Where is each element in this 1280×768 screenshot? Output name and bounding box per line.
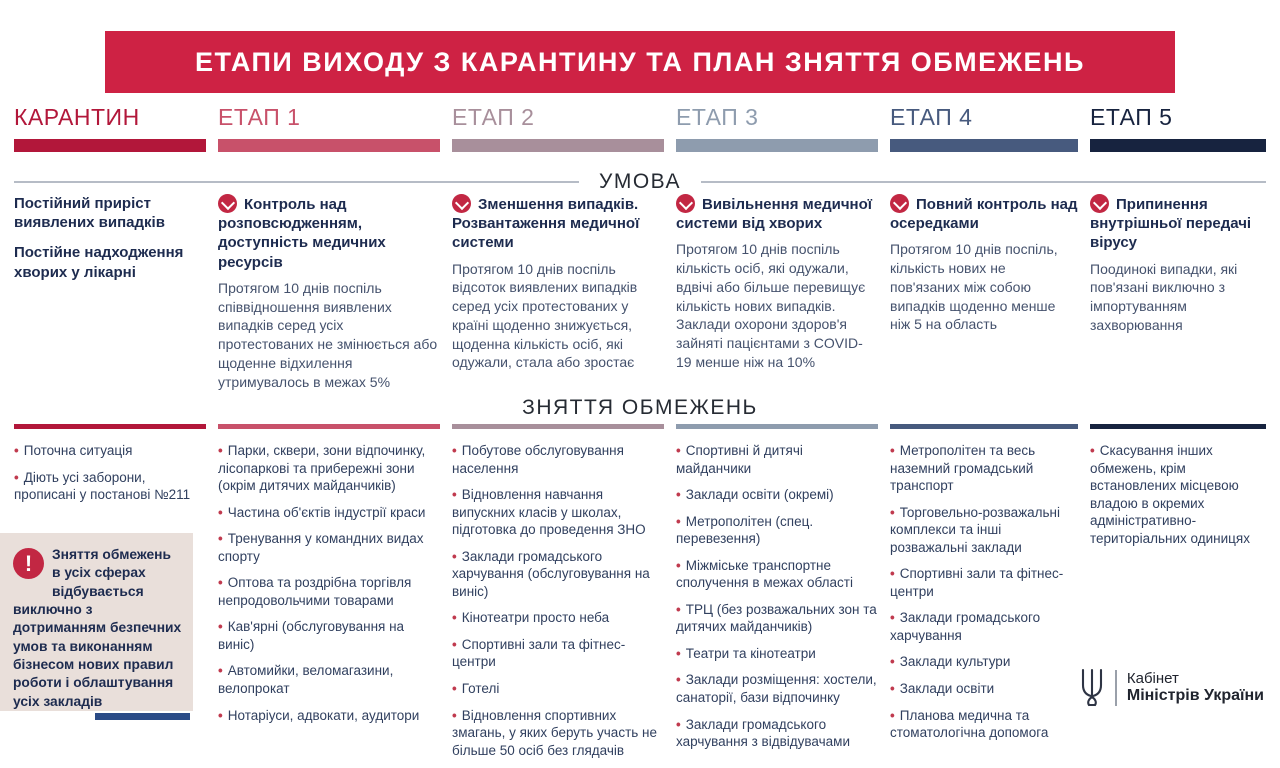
stage-label: ЕТАП 2 (452, 104, 535, 130)
condition-title-text: Вивільнення медичної системи від хворих (676, 196, 872, 233)
condition-title (676, 194, 878, 233)
list-item (890, 504, 1078, 557)
bullet-icon: • (452, 443, 457, 458)
stage-header-row (14, 104, 1266, 152)
list-item-text: Побутове обслуговування населення (452, 443, 624, 476)
bullet-icon: • (218, 443, 223, 458)
condition-body: Поодинокі випадки, які пов'язані виключно з імпортуванням захворювання (1090, 260, 1238, 333)
list-item (676, 645, 878, 663)
condition-title (452, 194, 664, 253)
bullet-icon: • (890, 654, 895, 670)
condition-etap-1 (218, 194, 440, 391)
list-item-text: Спортивні й дитячі майданчики (676, 443, 803, 476)
bullet-icon: • (676, 487, 681, 503)
list-item (452, 442, 664, 477)
condition-title-text: Повний контроль над осередками (890, 196, 1078, 233)
list-item-text: Планова медична та стоматологічна допомога (890, 707, 1049, 741)
bullet-icon: • (676, 645, 681, 661)
stage-rule (676, 424, 878, 429)
bullet-icon: • (218, 531, 223, 547)
list-item (676, 513, 878, 548)
list-item (452, 707, 664, 760)
divider-line (14, 181, 579, 183)
bullet-icon: • (452, 681, 457, 697)
list-item-text: Театри та кінотеатри (685, 645, 816, 661)
condition-body: Протягом 10 днів поспіль кількість осіб, які одужали, вдвічі або більше перевищує кількість нових випадків. Заклади охорони здоров'я зайняті пацієнтами з COVID-19 менше ніж на 10% (676, 241, 866, 370)
list-item (452, 636, 664, 671)
restrictions-list-etap-3 (676, 442, 878, 768)
list-item (890, 442, 1078, 495)
bullet-icon: • (14, 469, 19, 485)
list-item (218, 442, 440, 495)
logo-divider (1115, 670, 1117, 706)
condition-line: Постійний приріст виявлених випадків (14, 195, 165, 232)
list-item (890, 565, 1078, 600)
list-item-text: Відновлення спортивних змагань, у яких беруть участь не більше 50 осіб без глядачів (452, 707, 657, 758)
restrictions-list-etap-5 (1090, 442, 1266, 768)
list-item-text: ТРЦ (без розважальних зон та дитячих майданчиків) (676, 601, 877, 635)
stage-label: КАРАНТИН (14, 104, 140, 130)
list-item-text: Спортивні зали та фітнес-центри (890, 566, 1064, 599)
list-item-text: Міжміське транспортне сполучення в межах області (676, 557, 853, 591)
bullet-icon: • (218, 504, 223, 520)
list-item (676, 442, 878, 477)
list-item-text: Тренування у командних видах спорту (218, 531, 424, 564)
cabinet-of-ministers-logo (1079, 668, 1264, 708)
list-item-text: Заклади освіти (окремі) (685, 487, 834, 503)
list-item-text: Кав'ярні (обслуговування на виніс) (218, 619, 405, 652)
list-item-text: Спортивні зали та фітнес-центри (452, 636, 626, 670)
list-item (676, 671, 878, 706)
trident-icon (1079, 668, 1105, 708)
condition-title-text: Зменшення випадків. Розвантаження медичної системи (452, 196, 640, 252)
title-banner (105, 31, 1175, 93)
list-item-text: Заклади громадського харчування з відвідувачами (676, 716, 850, 750)
list-item-text: Нотаріуси, адвокати, аудитори (227, 707, 420, 723)
stage-label: ЕТАП 3 (676, 104, 759, 130)
list-item (452, 609, 664, 627)
condition-section-header (14, 170, 1266, 194)
stage-header-quarantine (14, 104, 206, 152)
list-item (218, 574, 440, 609)
chevron-down-circle-icon (890, 194, 909, 213)
bullet-icon: • (890, 443, 895, 458)
chevron-down-circle-icon (218, 194, 237, 213)
logo-line-1: Кабінет (1126, 670, 1179, 688)
list-item (218, 530, 440, 565)
list-item (676, 716, 878, 751)
bullet-icon: • (676, 513, 681, 529)
stage-color-bar (218, 139, 440, 152)
stage-header-etap-2 (452, 104, 664, 152)
list-item (676, 557, 878, 592)
page-title: ЕТАПИ ВИХОДУ З КАРАНТИНУ ТА ПЛАН ЗНЯТТЯ ОБМЕЖЕНЬ (195, 46, 1085, 77)
bullet-icon: • (890, 681, 895, 697)
stage-color-bar (676, 139, 878, 152)
bullet-icon: • (1090, 443, 1095, 458)
list-item (14, 469, 206, 504)
list-item-text: Готелі (461, 681, 500, 697)
bullet-icon: • (452, 707, 457, 723)
list-item-text: Оптова та роздрібна торгівля непродовольчими товарами (218, 575, 412, 608)
stage-label: ЕТАП 4 (890, 104, 973, 130)
bullet-icon: • (676, 672, 681, 688)
bullet-icon: • (218, 619, 223, 635)
condition-title-text: Припинення внутрішньої передачі вірусу (1090, 196, 1252, 252)
stage-color-bar (1090, 139, 1266, 152)
list-item (14, 442, 206, 460)
list-item-text: Заклади розміщення: хостели, санаторії, бази відпочинку (676, 672, 877, 706)
bullet-icon: • (676, 601, 681, 617)
restrictions-row (14, 442, 1266, 768)
bullet-icon: • (676, 443, 681, 458)
condition-title (890, 194, 1078, 233)
condition-etap-3 (676, 194, 878, 391)
bullet-icon: • (890, 566, 895, 582)
rules-row (14, 424, 1266, 429)
list-item-text: Скасування інших обмежень, крім встановлених місцевою владою в окремих адміністративно-територіальних одиницях (1090, 443, 1250, 546)
list-item-text: Заклади культури (899, 654, 1011, 670)
list-item (890, 680, 1078, 698)
bullet-icon: • (452, 487, 457, 503)
condition-body: Протягом 10 днів поспіль відсоток виявлених випадків серед усіх протестованих у країні щоденно знижується, щоденна кількість осіб, які одужали, стала або зростає (452, 260, 638, 371)
list-item (452, 548, 664, 601)
list-item (890, 707, 1078, 742)
stage-header-etap-3 (676, 104, 878, 152)
logo-line-2: Міністрів України (1126, 687, 1264, 705)
list-item (676, 601, 878, 636)
condition-line: Постійне надходження хворих у лікарні (14, 244, 184, 281)
list-item-text: Торговельно-розважальні комплекси та інші розважальні заклади (890, 504, 1061, 555)
warning-box (0, 533, 193, 711)
list-item-text: Відновлення навчання випускних класів у школах, підготовка до проведення ЗНО (452, 487, 646, 538)
list-item-text: Заклади освіти (899, 681, 995, 697)
stage-rule (452, 424, 664, 429)
condition-title-text: Контроль над розповсюдженням, доступність медичних ресурсів (218, 196, 386, 271)
list-item-text: Поточна ситуація (23, 443, 133, 458)
list-item (452, 486, 664, 539)
bullet-icon: • (676, 557, 681, 573)
stage-rule (14, 424, 206, 429)
bullet-icon: • (890, 504, 895, 520)
condition-section-title: УМОВА (599, 170, 681, 193)
restrictions-list-etap-2 (452, 442, 664, 768)
condition-quarantine (14, 194, 206, 391)
list-item (218, 618, 440, 653)
bottom-progress-strip (95, 713, 190, 720)
bullet-icon: • (14, 443, 19, 458)
list-item-text: Діють усі заборони, прописані у постанові №211 (14, 469, 191, 503)
list-item (218, 707, 440, 725)
bullet-icon: • (218, 575, 223, 591)
chevron-down-circle-icon (1090, 194, 1109, 213)
list-item (218, 504, 440, 522)
restrictions-list-etap-4 (890, 442, 1078, 768)
conditions-row (14, 194, 1266, 391)
stage-rule (1090, 424, 1266, 429)
bullet-icon: • (218, 663, 223, 679)
list-item-text: Автомийки, веломагазини, велопрокат (218, 663, 394, 697)
condition-etap-2 (452, 194, 664, 391)
list-item (676, 486, 878, 504)
stage-header-etap-1 (218, 104, 440, 152)
stage-color-bar (890, 139, 1078, 152)
stage-label: ЕТАП 5 (1090, 104, 1173, 130)
condition-etap-5 (1090, 194, 1266, 391)
condition-body: Протягом 10 днів поспіль, кількість нових не пов'язаних між собою випадків щоденно менше ніж 5 на область (890, 241, 1058, 333)
list-item (218, 662, 440, 697)
list-item-text: Заклади громадського харчування (890, 610, 1041, 643)
bullet-icon: • (676, 716, 681, 732)
stage-color-bar (14, 139, 206, 152)
bullet-icon: • (218, 707, 223, 723)
exclamation-circle-icon: ! (13, 548, 44, 579)
chevron-down-circle-icon (452, 194, 471, 213)
stage-color-bar (452, 139, 664, 152)
restrictions-list-etap-1 (218, 442, 440, 768)
chevron-down-circle-icon (676, 194, 695, 213)
bullet-icon: • (890, 610, 895, 626)
list-item (890, 653, 1078, 671)
list-item-text: Парки, сквери, зони відпочинку, лісопаркові та прибережні зони (окрім дитячих майданчиків) (218, 443, 426, 494)
condition-body: Протягом 10 днів поспіль співвідношення виявлених випадків серед усіх протестованих не змінюється або щоденне відхилення утримувалось в межах 5% (218, 279, 438, 390)
stage-label: ЕТАП 1 (218, 104, 301, 130)
list-item (452, 680, 664, 698)
list-item-text: Частина об'єктів індустрії краси (227, 504, 426, 520)
warning-text: Зняття обмежень в усіх сферах відбувається виключно з дотриманням безпечних умов та виконанням бізнесом нових правил роботи і облаштування усіх закладів (13, 547, 182, 709)
bullet-icon: • (890, 707, 895, 723)
bullet-icon: • (452, 548, 457, 564)
list-item-text: Метрополітен (спец. перевезення) (676, 513, 814, 547)
list-item-text: Кінотеатри просто неба (461, 610, 610, 626)
condition-title (218, 194, 440, 272)
bullet-icon: • (452, 636, 457, 652)
list-item (1090, 442, 1266, 547)
stage-rule (218, 424, 440, 429)
divider-line (701, 181, 1266, 183)
stage-header-etap-5 (1090, 104, 1266, 152)
list-item-text: Метрополітен та весь наземний громадський транспорт (890, 443, 1036, 494)
stage-rule (890, 424, 1078, 429)
stage-header-etap-4 (890, 104, 1078, 152)
condition-title (1090, 194, 1266, 253)
bullet-icon: • (452, 610, 457, 626)
lifting-section-title: ЗНЯТТЯ ОБМЕЖЕНЬ (522, 396, 758, 419)
list-item-text: Заклади громадського харчування (обслуговування на виніс) (452, 548, 650, 599)
logo-text (1127, 670, 1264, 706)
list-item (890, 609, 1078, 644)
condition-etap-4 (890, 194, 1078, 391)
